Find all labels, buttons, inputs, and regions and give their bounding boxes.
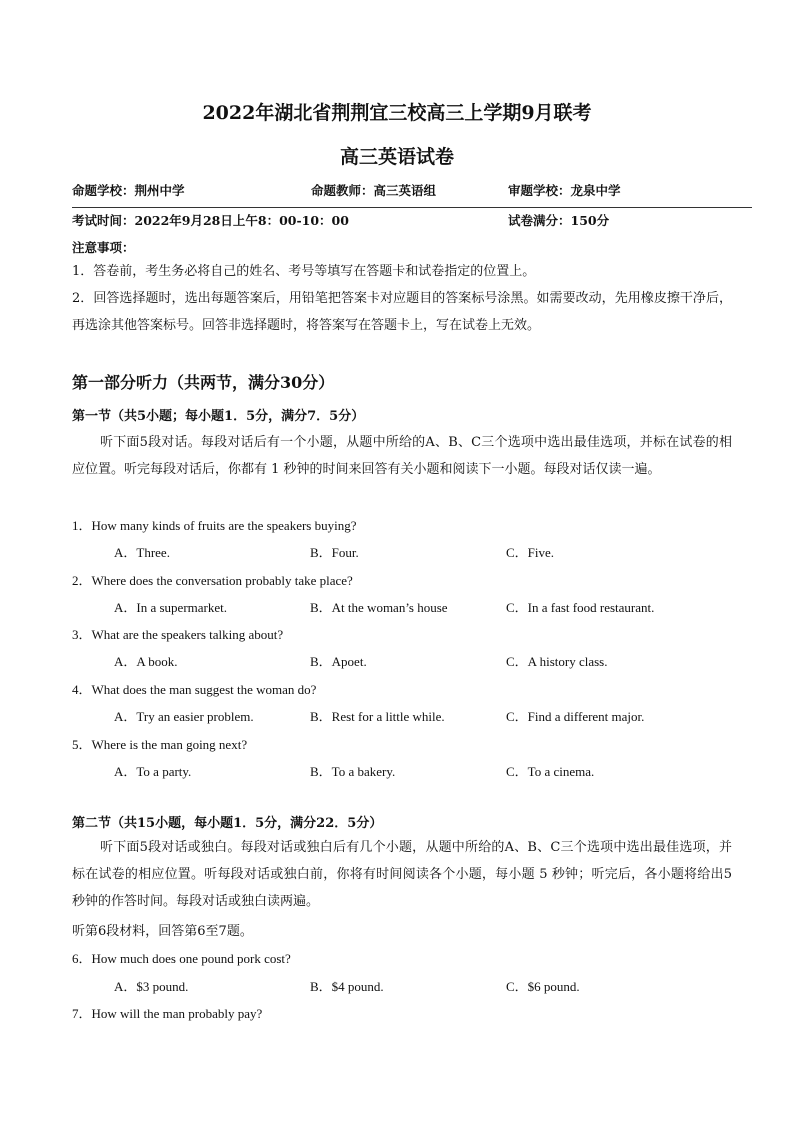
question-2: 2．Where does the conversation probably take place? xyxy=(72,573,353,588)
option-c: C．Five. xyxy=(506,545,555,560)
option-b: B．At the woman’s house xyxy=(310,600,448,615)
option-a: A．$3 pound. xyxy=(114,979,189,994)
option-a: A．Try an easier problem. xyxy=(114,709,254,724)
note-item: 2．回答选择题时，选出每题答案后，用铅笔把答案卡对应题目的答案标号涂黑。如需要改动，先用橡皮擦干净后，再选涂其他答案标号。回答非选择题时，将答案写在答题卡上，写在试卷上无效。 xyxy=(72,291,732,333)
option-a: A．Three. xyxy=(114,545,170,560)
option-c: C．A history class. xyxy=(506,654,608,669)
school-label: 命题学校：荆州中学 xyxy=(72,183,185,198)
option-a: A．A book. xyxy=(114,654,178,669)
section1-instructions: 听下面5段对话。每段对话后有一个小题，从题中所给的A、B、C三个选项中选出最佳选项，并标在试卷的相应位置。听完每段对话后，你都有 1 秒钟的时间来回答有关小题和阅读下一小题。每段对话仅读一遍。 xyxy=(72,435,732,477)
material-note: 听第6段材料，回答第6至7题。 xyxy=(72,924,253,939)
section2-heading: 第二节（共15小题，每小题1．5分，满分22．5分） xyxy=(72,816,383,831)
exam-subtitle: 高三英语试卷 xyxy=(339,146,454,168)
section1-heading: 第一节（共5小题；每小题1．5分，满分7．5分） xyxy=(72,409,365,424)
option-b: B．Rest for a little while. xyxy=(310,709,445,724)
option-a: A．To a party. xyxy=(114,764,192,779)
score-label: 试卷满分：150分 xyxy=(508,213,610,228)
question-5: 5．Where is the man going next? xyxy=(72,737,248,752)
review-label: 审题学校：龙泉中学 xyxy=(508,183,621,198)
option-c: C．In a fast food restaurant. xyxy=(506,600,655,615)
option-c: C．To a cinema. xyxy=(506,764,595,779)
question-7: 7．How will the man probably pay? xyxy=(72,1006,263,1021)
option-b: B．To a bakery. xyxy=(310,764,396,779)
part1-heading: 第一部分听力（共两节，满分30分） xyxy=(72,373,335,392)
option-b: B．Four. xyxy=(310,545,359,560)
note-item: 1．答卷前，考生务必将自己的姓名、考号等填写在答题卡和试卷指定的位置上。 xyxy=(72,264,536,279)
option-b: B．Apoet. xyxy=(310,654,367,669)
option-c: C．Find a different major. xyxy=(506,709,645,724)
teacher-label: 命题教师：高三英语组 xyxy=(311,183,437,198)
notes-heading: 注意事项： xyxy=(72,240,135,255)
option-b: B．$4 pound. xyxy=(310,979,384,994)
question-4: 4．What does the man suggest the woman do? xyxy=(72,682,317,697)
question-6: 6．How much does one pound pork cost? xyxy=(72,951,291,966)
exam-title: 2022年湖北省荆荆宜三校高三上学期9月联考 xyxy=(202,102,592,124)
section2-instructions: 听下面5段对话或独白。每段对话或独白后有几个小题，从题中所给的A、B、C三个选项中选出最佳选项，并标在试卷的相应位置。听每段对话或独白前，你将有时间阅读各个小题，每小题 5 秒钟；听完后，各小题将给出5秒钟的作答时间。每段对话或独白读两遍。 xyxy=(72,840,732,909)
time-label: 考试时间：2022年9月28日上午8：00-10：00 xyxy=(72,213,349,228)
option-c: C．$6 pound. xyxy=(506,979,580,994)
header-divider xyxy=(72,207,752,208)
question-3: 3．What are the speakers talking about? xyxy=(72,627,284,642)
question-1: 1．How many kinds of fruits are the speakers buying? xyxy=(72,518,357,533)
option-a: A．In a supermarket. xyxy=(114,600,227,615)
